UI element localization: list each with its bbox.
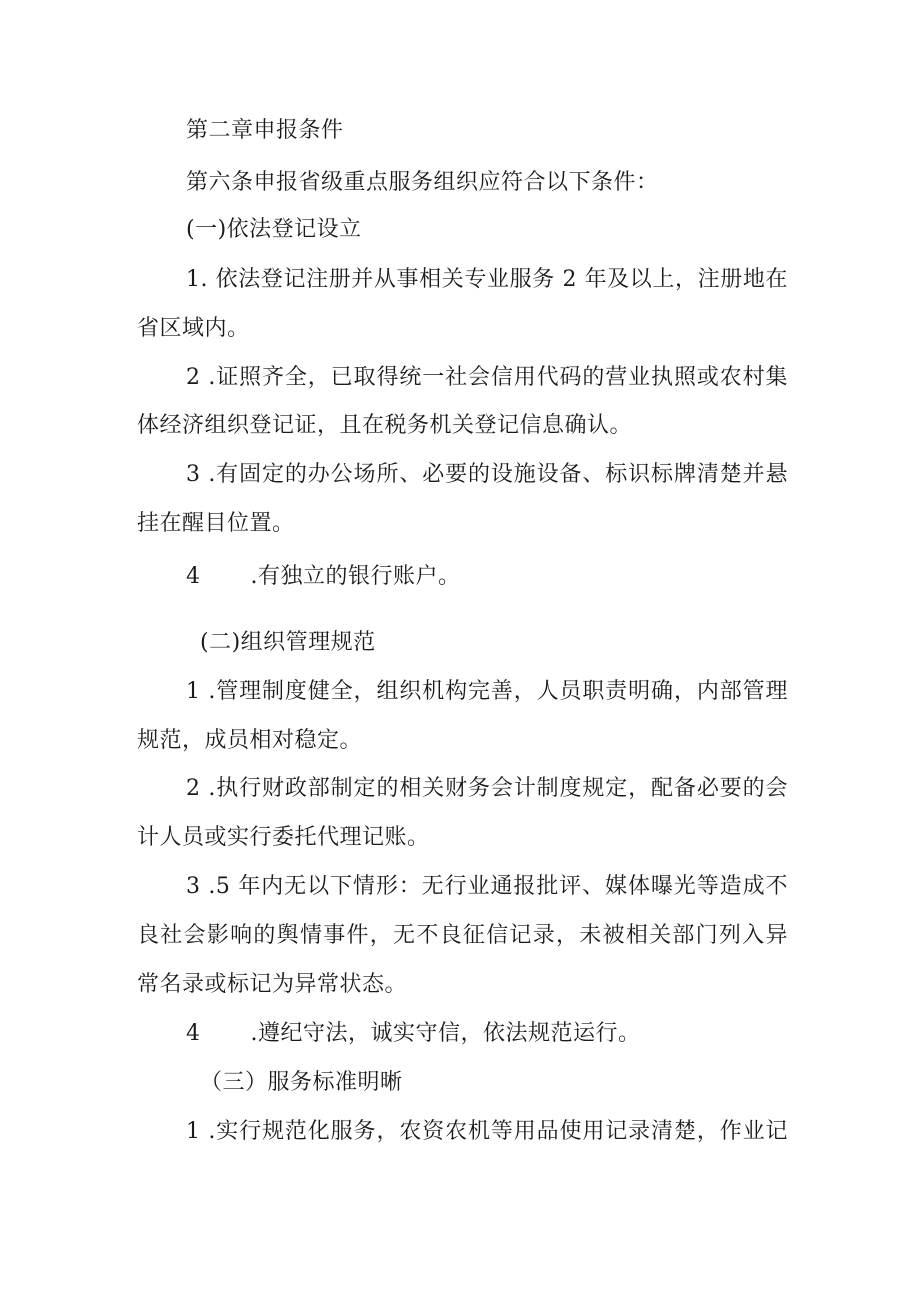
section1-item4-number: 4 — [186, 564, 201, 589]
section2-item4 — [186, 1019, 641, 1049]
section1-item4-text: .有独立的银行账户。 — [250, 564, 461, 589]
section2-item1-line2: 规范，成员相对稳定。 — [137, 728, 363, 753]
section2-item3-line1: 3 .5 年内无以下情形：无行业通报批评、媒体曝光等造成不 — [186, 874, 788, 899]
section2-item2-line2: 计人员或实行委托代理记账。 — [137, 825, 430, 850]
section2-item4-text: .遵纪守法，诚实守信，依法规范运行。 — [250, 1021, 641, 1046]
section1-item3-line1: 3 .有固定的办公场所、必要的设施设备、标识标牌清楚并悬 — [186, 462, 788, 487]
section2-item1-line1: 1 .管理制度健全，组织机构完善，人员职责明确，内部管理 — [186, 679, 788, 704]
section1-heading: (一)依法登记设立 — [186, 217, 362, 242]
article-six: 第六条申报省级重点服务组织应符合以下条件： — [186, 170, 659, 195]
section3-heading: （三）服务标准明晰 — [200, 1070, 403, 1095]
section1-item2-line2: 体经济组织登记证，且在税务机关登记信息确认。 — [137, 413, 633, 438]
section1-item1-line2: 省区域内。 — [137, 316, 250, 341]
section2-heading: (二)组织管理规范 — [200, 630, 376, 655]
section2-item3-line2: 良社会影响的舆情事件，无不良征信记录，未被相关部门列入异 — [137, 923, 788, 948]
section1-item4 — [186, 562, 461, 592]
section1-item3-line2: 挂在醒目位置。 — [137, 511, 295, 536]
section3-item1-line1: 1 .实行规范化服务，农资农机等用品使用记录清楚，作业记 — [186, 1119, 788, 1144]
section1-item2-line1: 2 .证照齐全，已取得统一社会信用代码的营业执照或农村集 — [186, 365, 788, 390]
chapter-title: 第二章申报条件 — [186, 118, 344, 143]
section2-item2-line1: 2 .执行财政部制定的相关财务会计制度规定，配备必要的会 — [186, 776, 788, 801]
section1-item1-line1: 1. 依法登记注册并从事相关专业服务 2 年及以上，注册地在 — [186, 267, 788, 292]
section2-item3-line3: 常名录或标记为异常状态。 — [137, 972, 408, 997]
section2-item4-number: 4 — [186, 1021, 201, 1046]
